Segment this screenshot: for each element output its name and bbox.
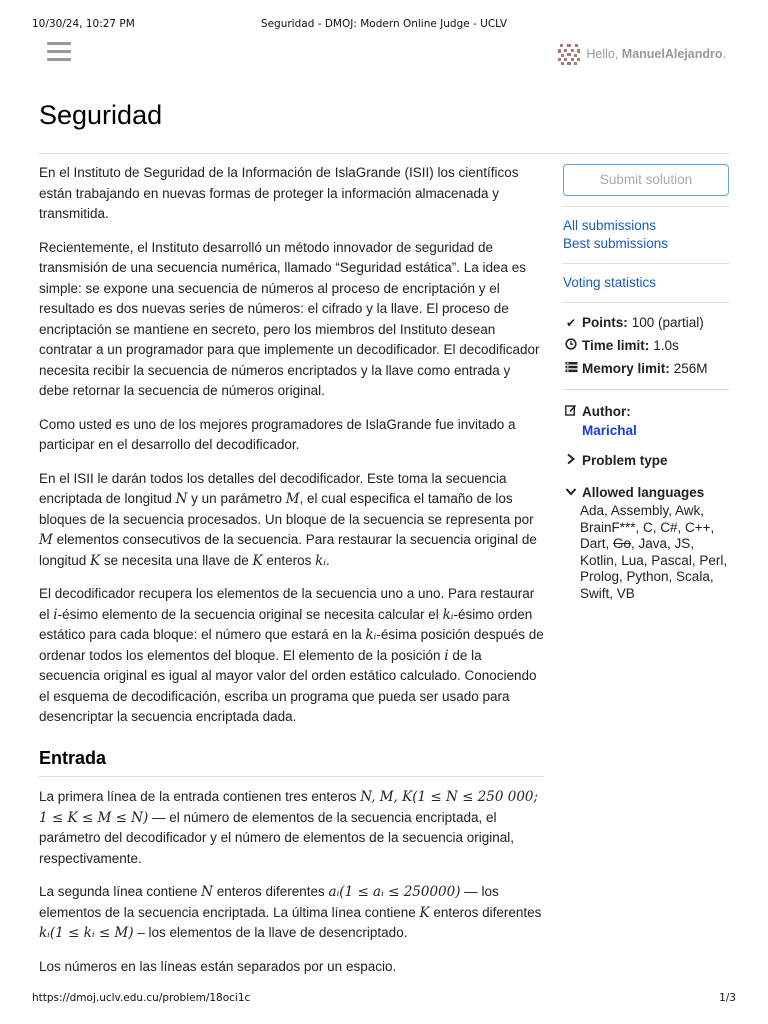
math-expr: kᵢ [315, 552, 327, 569]
voting-statistics-link[interactable]: Voting statistics [563, 275, 657, 290]
memory-icon [563, 359, 579, 379]
page-title: Seguridad [39, 100, 163, 130]
math-expr: M [285, 491, 300, 507]
title-divider [39, 153, 729, 154]
chevron-right-icon [563, 452, 579, 470]
author-info [563, 402, 729, 440]
print-page-title: Seguridad - DMOJ: Modern Online Judge - UCLV [260, 18, 508, 30]
print-url: https://dmoj.uclv.edu.cu/problem/18oci1c [32, 992, 251, 1004]
greeting-punct: . [722, 47, 726, 61]
problem-statement [39, 163, 544, 990]
math-expr: kᵢ(1 ≤ kᵢ ≤ M) [39, 925, 134, 941]
statement-paragraph-2: Recientemente, el Instituto desarrolló un método innovador de seguridad de transmisión de una secuencia numérica, llamado “Seguridad estática”. La idea es simple: se expone una secuencia de números al proceso de encriptación y el resultado es dos nuevas series de números: el cifrado y la llave. El proceso de encriptación se mantiene en secreto, pero los miembros del Instituto desean contratar a un programador para que implemente un decodificador. El decodificador necesita recibir la secuencia de números encriptados y la llave como entrada y debe retornar la secuencia de números original. [39, 239, 540, 398]
submit-solution-button[interactable]: Submit solution [563, 164, 729, 196]
clock-icon [563, 336, 579, 356]
math-expr: K [419, 904, 430, 921]
best-submissions-link[interactable]: Best submissions [563, 236, 669, 251]
memory-limit-info: Memory limit: 256M [563, 359, 729, 379]
all-submissions-link[interactable]: All submissions [563, 218, 657, 233]
time-limit-info: Time limit: 1.0s [563, 336, 729, 356]
math-expr: kᵢ [365, 627, 377, 643]
chevron-down-icon [563, 484, 579, 502]
statement-paragraph-3: Como usted es uno de los mejores programadores de IslaGrande fue invitado a participar en el desarrollo del decodificador. [39, 416, 516, 452]
user-greeting[interactable] [558, 42, 726, 66]
print-footer [0, 992, 768, 1008]
input-paragraph-3: Los números en las líneas están separados por un espacio. [39, 958, 397, 974]
user-avatar-icon [558, 43, 580, 65]
allowed-languages-toggle[interactable]: Allowed languages [563, 484, 729, 502]
statement-paragraph-5: El decodificador recupera los elementos de la secuencia uno a uno. Para restaurar el i-ésimo elemento de la secuencia original se necesita calcular el kᵢ-ésimo orden estático para cada bloque: el número que estará en la kᵢ-ésima posición después de ordenar todos los elementos del bloque. El elemento de la posición i de la secuencia original es igual al mayor valor del orden estático calculado. Conociendo el esquema de decodificación, escriba un programa que pueda ser usado para desencriptar la secuencia encriptada dada. [39, 586, 544, 724]
disabled-language: Go [613, 536, 632, 551]
math-expr: K [252, 552, 263, 569]
print-date: 10/30/24, 10:27 PM [32, 18, 135, 30]
math-expr: N [201, 884, 213, 900]
allowed-languages-list: Ada, Assembly, Awk, BrainF***, C, C#, C++, Dart, Go, Java, JS, Kotlin, Lua, Pascal, Perl, Prolog, Python, Scala, Swift, VB [580, 503, 728, 601]
sidebar-divider [563, 302, 729, 303]
sidebar-divider [563, 206, 729, 207]
hamburger-menu-icon[interactable] [47, 42, 71, 62]
input-heading: Entrada [39, 748, 544, 778]
sidebar-divider [563, 389, 729, 390]
math-expr: i [53, 606, 58, 623]
math-expr: kᵢ [442, 606, 454, 623]
author-link[interactable]: Marichal [582, 423, 637, 438]
points-value: 100 (partial) [631, 315, 704, 330]
memory-limit-value: 256M [673, 361, 708, 376]
problem-sidebar [563, 164, 729, 602]
math-expr: N [175, 491, 188, 507]
math-expr: K [90, 552, 101, 569]
math-expr: i [444, 647, 449, 664]
time-limit-value: 1.0s [653, 338, 679, 353]
username-link[interactable]: ManuelAlejandro [621, 47, 723, 61]
author-heading: Author: [563, 402, 729, 422]
math-expr: aᵢ(1 ≤ aᵢ ≤ 250000) [328, 884, 461, 900]
statement-paragraph-4: En el ISII le darán todos los detalles del decodificador. Este toma la secuencia encriptada de longitud N y un parámetro M, el cual especifica el tamaño de los bloques de la secuencia procesados. Un bloque de la secuencia se representa por M elementos consecutivos de la secuencia. Para restaurar la secuencia original de longitud K se necesita una llave de K enteros kᵢ. [39, 470, 537, 569]
statement-paragraph-1: En el Instituto de Seguridad de la Información de IslaGrande (ISII) los científicos están trabajando en nuevas formas de proteger la información almacenada y transmitida. [39, 165, 519, 221]
points-info: ✔ Points: 100 (partial) [563, 313, 729, 333]
input-paragraph-1: La primera línea de la entrada contienen tres enteros N, M, K(1 ≤ N ≤ 250 000; 1 ≤ K ≤ M ≤ N) — el número de elementos de la secuencia encriptada, el parámetro del decodificador y el número de elementos de la secuencia original, respectivamente. [39, 789, 539, 866]
edit-icon [563, 402, 579, 422]
greeting-text: Hello, [586, 47, 619, 61]
math-expr: N, M, K(1 ≤ N ≤ 250 000; 1 ≤ K ≤ M ≤ N) [39, 789, 539, 826]
check-icon: ✔ [565, 316, 577, 330]
math-expr: M [39, 532, 53, 548]
print-header [0, 18, 768, 34]
sidebar-divider [563, 263, 729, 264]
print-page-number: 1/3 [719, 992, 736, 1004]
problem-type-toggle[interactable]: Problem type [563, 452, 729, 470]
input-paragraph-2: La segunda línea contiene N enteros diferentes aᵢ(1 ≤ aᵢ ≤ 250000) — los elementos de la secuencia encriptada. La última línea contiene K enteros diferentes kᵢ(1 ≤ kᵢ ≤ M) – los elementos de la llave de desencriptado. [39, 884, 542, 941]
